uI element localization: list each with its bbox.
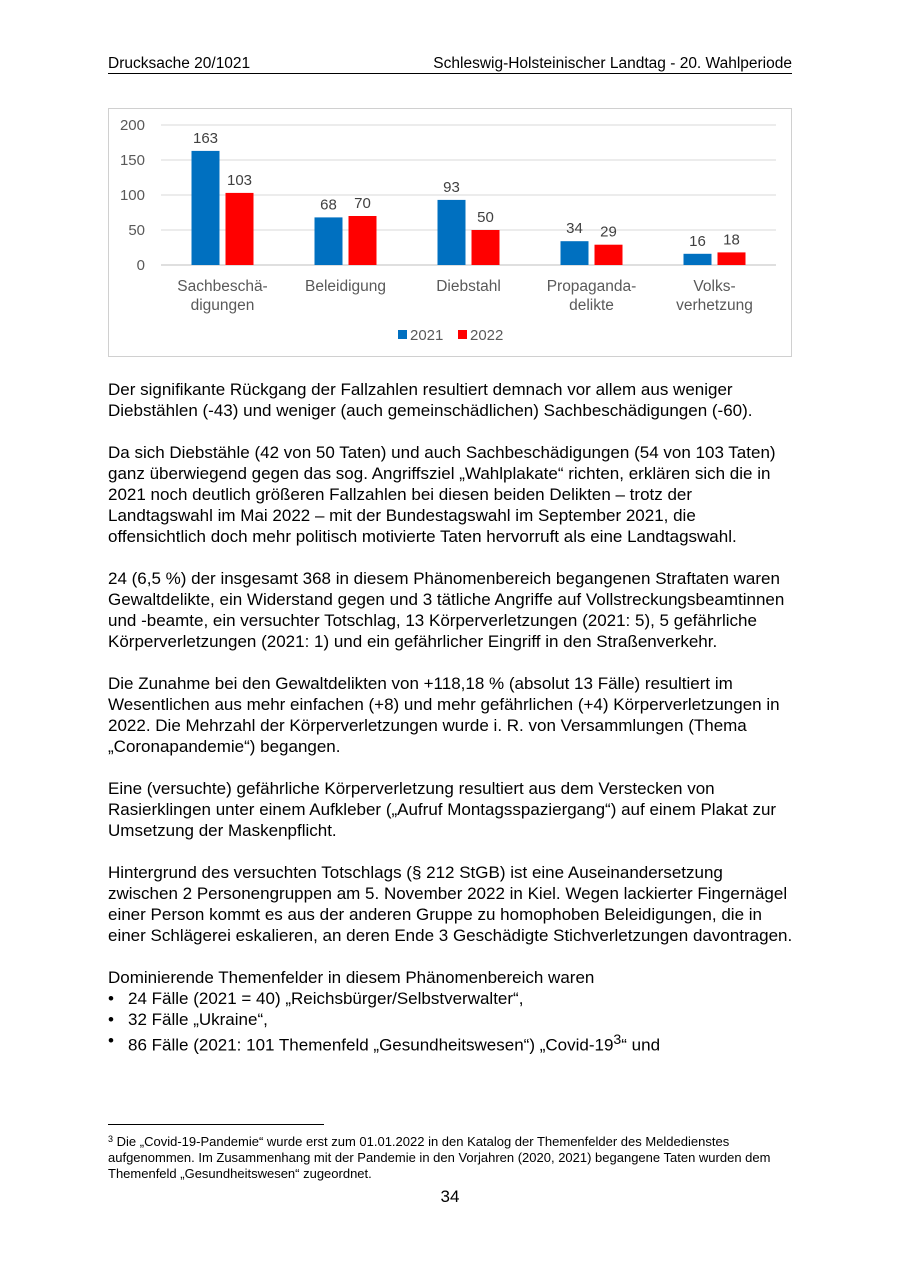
category-label: Sachbeschä- — [177, 278, 268, 295]
chart-category-labels — [177, 278, 753, 314]
chart-y-ticks — [120, 117, 145, 274]
y-tick-label: 0 — [136, 257, 145, 274]
bar-2021 — [438, 200, 466, 265]
paragraph: 24 (6,5 %) der insgesamt 368 in diesem Phänomenbereich begangenen Straftaten waren Gewaltdelikte, ein Widerstand gegen und 3 tätliche Angriffe auf Vollstreckungsbeamtinnen und -beamte, ein versuchter Totschlag, 13 Körperverletzungen (2021: 5), 5 gefährliche Körperverletzungen (2021: 1) und ein gefährlicher Eingriff in den Straßenverkehr. — [108, 569, 785, 651]
header-document-number: Drucksache 20/1021 — [108, 55, 251, 72]
data-label: 103 — [226, 171, 253, 189]
data-label: 18 — [723, 231, 740, 249]
category-label: Volks- — [693, 278, 736, 295]
paragraph: Die Zunahme bei den Gewaltdelikten von +118,18 % (absolut 13 Fälle) resultiert im Wesentlichen aus mehr einfachen (+8) und mehr gefährlichen (+4) Körperverletzungen in 2022. Die Mehrzahl der Körperverletzungen wurde i. R. von Versammlungen (Thema „Coronapandemie“) begangen. — [108, 674, 780, 756]
category-label: delikte — [569, 297, 614, 314]
category-label: Diebstahl — [436, 278, 501, 295]
category-label: verhetzung — [676, 297, 753, 314]
y-tick-label: 50 — [128, 222, 145, 239]
bar-2022 — [472, 230, 500, 265]
data-label: 34 — [566, 220, 583, 238]
bar-2021 — [192, 151, 220, 265]
legend-swatch-2022 — [458, 330, 467, 339]
y-tick-label: 200 — [119, 117, 145, 134]
category-label: digungen — [190, 297, 255, 314]
data-label: 68 — [320, 196, 337, 214]
header-parliament-title: Schleswig-Holsteinischer Landtag - 20. Wahlperiode — [433, 55, 792, 72]
bar-2021 — [561, 241, 589, 265]
data-label: 16 — [689, 232, 706, 250]
legend-label: 2022 — [470, 327, 504, 344]
legend-label: 2021 — [410, 327, 444, 344]
bar-2022 — [349, 216, 377, 265]
list-item-text-end: “ und — [621, 1035, 661, 1055]
data-label: 163 — [192, 129, 219, 147]
list-item — [108, 1030, 794, 1056]
data-label: 93 — [443, 178, 460, 196]
data-label: 70 — [354, 195, 371, 212]
category-label: Propaganda- — [546, 278, 637, 295]
chart-data-labels — [193, 130, 740, 250]
footnote-reference: 3 — [613, 1032, 622, 1048]
footnote-number: 3 — [108, 1134, 114, 1144]
paragraph: Da sich Diebstähle (42 von 50 Taten) und auch Sachbeschädigungen (54 von 103 Taten) ganz überwiegend gegen das sog. Angriffsziel „Wahlplakate“ richten, erklären sich die in 2021 noch deutlich größeren Fallzahlen bei diesen beiden Delikten – trotz der Landtagswahl im Mai 2022 – mit der Bundestagswahl im September 2021, die offensichtlich doch mehr politisch motivierte Taten hervorruft als eine Landtagswahl. — [108, 443, 776, 546]
data-label: 50 — [477, 209, 494, 226]
topic-list — [108, 988, 794, 1056]
bar-2022 — [718, 252, 746, 265]
list-item-text: 86 Fälle (2021: 101 Themenfeld „Gesundheitswesen“) „Covid-19 — [128, 1035, 614, 1055]
bar-2022 — [595, 245, 623, 265]
bar-2022 — [226, 193, 254, 265]
paragraph: Der signifikante Rückgang der Fallzahlen resultiert demnach vor allem aus weniger Diebstählen (-43) und weniger (auch gemeinschädlichen) Sachbeschädigungen (-60). — [108, 380, 753, 420]
y-tick-label: 100 — [119, 187, 145, 204]
footnote-text: Die „Covid-19-Pandemie“ wurde erst zum 01.01.2022 in den Katalog der Themenfelder des Meldedienstes aufgenommen. Im Zusammenhang mit der Pandemie in den Vorjahren (2020, 2021) begangene Taten wurden dem Themenfeld „Gesundheitswesen“ zugeordnet. — [108, 1134, 771, 1181]
list-intro: Dominierende Themenfelder in diesem Phänomenbereich waren — [108, 968, 595, 987]
page-header — [108, 55, 792, 74]
footnote-divider — [108, 1124, 324, 1125]
legend-swatch-2021 — [398, 330, 407, 339]
paragraph: Eine (versuchte) gefährliche Körperverletzung resultiert aus dem Verstecken von Rasierklingen unter einem Aufkleber („Aufruf Montagsspaziergang“) auf einem Plakat zur Umsetzung der Maskenpflicht. — [108, 779, 777, 840]
paragraph: Hintergrund des versuchten Totschlags (§ 212 StGB) ist eine Auseinandersetzung zwischen 2 Personengruppen am 5. November 2022 in Kiel. Wegen lackierter Fingernägel einer Person kommt es aus der anderen Gruppe zu homophoben Beleidigungen, die in einer Schlägerei eskalieren, an deren Ende 3 Geschädigte Stichverletzungen davontragen. — [108, 863, 793, 945]
bar-2021 — [315, 217, 343, 265]
bar-chart-svg — [109, 109, 791, 356]
list-item: • 32 Fälle „Ukraine“, — [108, 1009, 794, 1030]
bar-chart — [108, 108, 792, 357]
footnote — [108, 1131, 790, 1182]
list-item: • 24 Fälle (2021 = 40) „Reichsbürger/Selbstverwalter“, — [108, 988, 794, 1009]
chart-bars — [192, 151, 746, 265]
data-label: 29 — [600, 223, 617, 241]
category-label: Beleidigung — [304, 278, 387, 295]
chart-legend — [398, 327, 503, 344]
bar-2021 — [684, 254, 712, 265]
y-tick-label: 150 — [119, 152, 145, 169]
page-number: 34 — [440, 1187, 460, 1206]
body-text — [108, 379, 794, 1056]
